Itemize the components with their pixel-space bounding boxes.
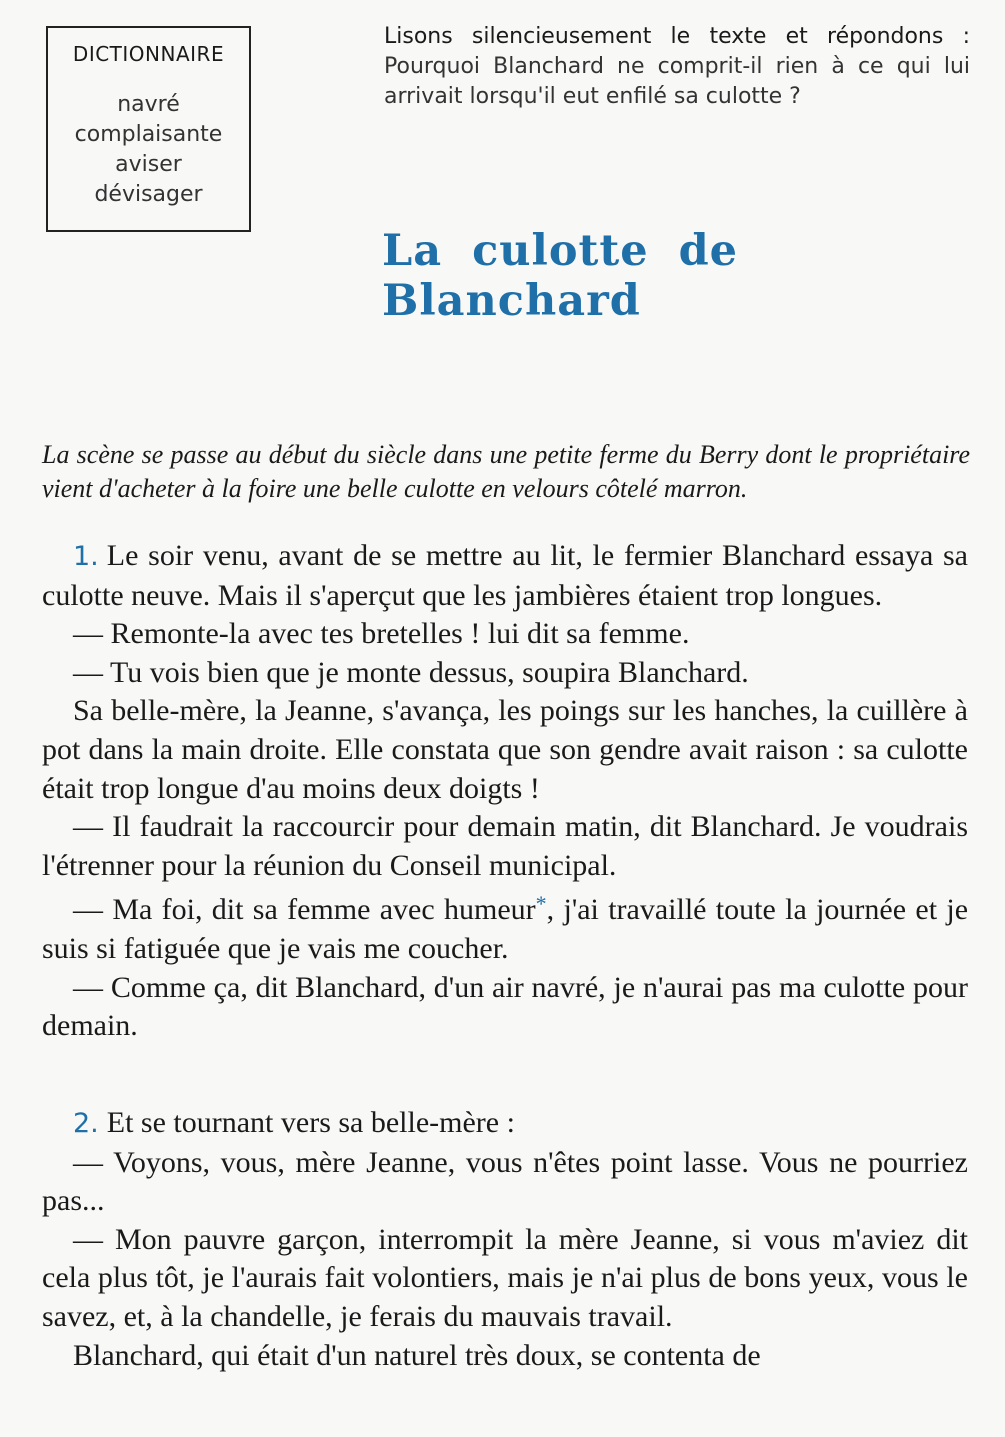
dialogue-line — [42, 885, 968, 968]
instructions-lead: Lisons silencieusement le texte et répondons : — [384, 24, 970, 49]
paragraph — [42, 1104, 968, 1144]
dictionary-word-list — [48, 90, 249, 210]
intro-paragraph: La scène se passe au début du siècle dans une petite ferme du Berry dont le propriétaire vient d'acheter à la foire une belle culotte en velours côtelé marron. — [42, 440, 970, 503]
page-title: La culotte de Blanchard — [382, 226, 739, 326]
dialogue-line: — Tu vois bien que je monte dessus, soupira Blanchard. — [73, 655, 749, 689]
paragraph: Sa belle-mère, la Jeanne, s'avança, les poings sur les hanches, la cuillère à pot dans la main droite. Elle constata que son gendre avait raison : sa culotte était trop longue d'au moins deux doigts ! — [42, 694, 968, 805]
paragraph-text: , j'ai travaillé toute la journée et je suis si fatiguée que je vais me coucher. — [42, 893, 969, 965]
dialogue-line: — Comme ça, dit Blanchard, d'un air navré, je n'aurai pas ma culotte pour demain. — [42, 970, 968, 1043]
paragraph: Blanchard, qui était d'un naturel très doux, se contenta de — [73, 1338, 761, 1372]
section-number: 1. — [73, 541, 99, 572]
dialogue-line: — Mon pauvre garçon, interrompit la mère Jeanne, si vous m'aviez dit cela plus tôt, je l'aurais fait volontiers, mais je n'ai plus de bons yeux, vous le savez, et, à la chandelle, je ferais du mauvais travail. — [42, 1222, 968, 1333]
dictionary-word: aviser — [115, 152, 182, 177]
section-2 — [42, 1104, 968, 1375]
dialogue-line: — Remonte-la avec tes bretelles ! lui dit sa femme. — [73, 617, 690, 651]
dictionary-word: complaisante — [74, 122, 223, 147]
section-number: 2. — [73, 1108, 99, 1139]
paragraph — [42, 537, 968, 615]
paragraph-text: — Ma foi, dit sa femme avec humeur — [73, 893, 536, 927]
dictionary-title: DICTIONNAIRE — [72, 42, 225, 66]
reading-instructions — [384, 22, 970, 112]
instructions-question: Pourquoi Blanchard ne comprit-il rien à ce qui lui arrivait lorsqu'il eut enfilé sa culotte ? — [384, 54, 970, 109]
dictionary-word: dévisager — [94, 182, 203, 207]
dictionary-box — [46, 26, 251, 232]
section-1 — [42, 537, 968, 1046]
dictionary-word: navré — [117, 92, 180, 117]
dialogue-line: — Il faudrait la raccourcir pour demain matin, dit Blanchard. Je voudrais l'étrenner pour la réunion du Conseil municipal. — [42, 810, 968, 882]
footnote-star: * — [535, 891, 547, 917]
paragraph-text: Et se tournant vers sa belle-mère : — [106, 1106, 515, 1139]
dialogue-line: — Voyons, vous, mère Jeanne, vous n'êtes point lasse. Vous ne pourriez pas... — [42, 1145, 968, 1218]
paragraph-text: Le soir venu, avant de se mettre au lit, le fermier Blanchard essaya sa culotte neuve. Mais il s'aperçut que les jambières étaient trop longues. — [42, 539, 968, 612]
